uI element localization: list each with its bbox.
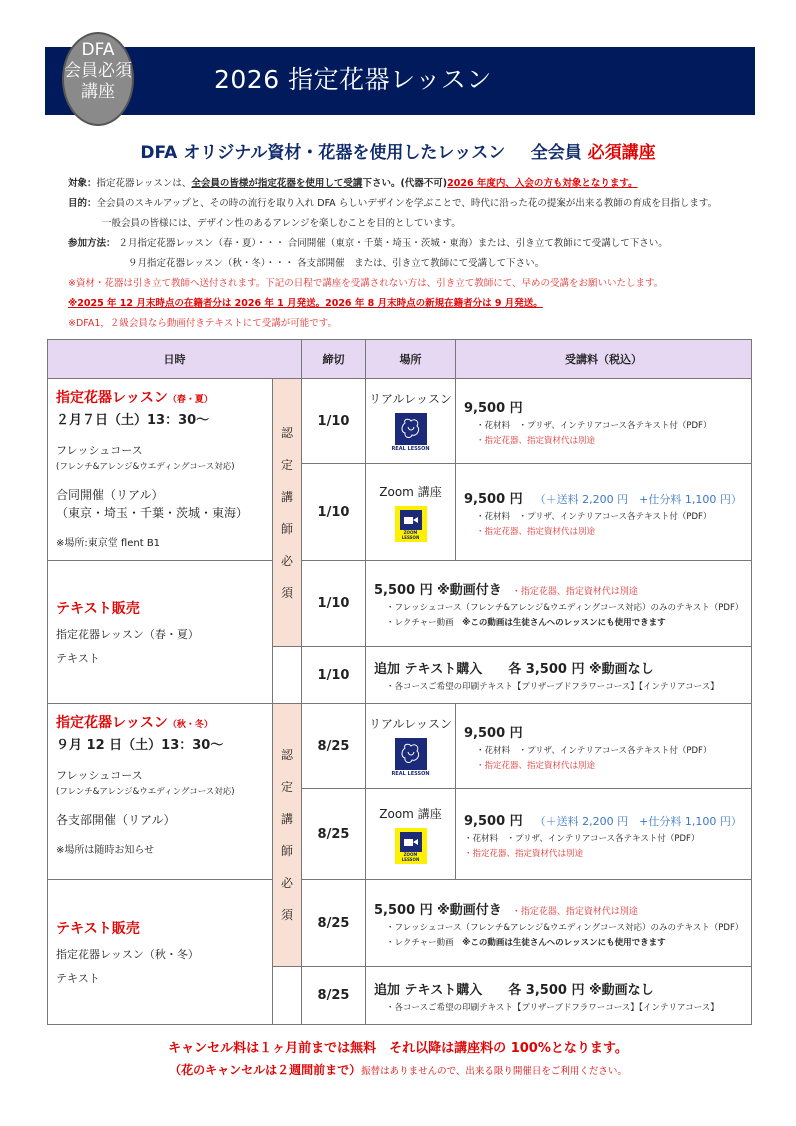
extra-fees: （＋送料 2,200 円 +仕分料 1,100 円） (534, 814, 742, 828)
text-sale-title: テキスト販売 (56, 921, 140, 937)
fee-cell (456, 704, 752, 789)
price: 9,500 円 （＋送料 2,200 円 +仕分料 1,100 円） (464, 491, 742, 507)
place-zoom (366, 789, 456, 880)
certified-teacher-required-badge: 認 定 講 師 必 須 (273, 379, 302, 647)
subtitle (0, 138, 796, 163)
badge-empty (273, 647, 302, 704)
session-venue: 合同開催（リアル） （東京・埼玉・千葉・茨城・東海） (56, 488, 249, 520)
purpose-line2: 一般会員の皆様には、デザイン性のあるアレンジを楽しむことを目的としています。 (102, 218, 461, 229)
place-label: リアルレッスン (368, 717, 453, 731)
deadline: 8/25 (302, 967, 366, 1025)
note-line-bold: ※2025 年 12 月末時点の在籍者分は 2026 年 1 月発送。2026 年 8 月末時点の新規在籍者分は 9 月発送。 (68, 298, 543, 309)
zoom-lesson-icon: ZOOM LESSON (395, 828, 427, 864)
icon-label: REAL LESSON (391, 446, 430, 452)
deadline: 1/10 (302, 561, 366, 647)
purpose-line (68, 194, 717, 214)
schedule-table (47, 339, 752, 1025)
subtitle-members: 全会員 (530, 143, 582, 163)
header-deadline: 締切 (302, 340, 366, 379)
price: 5,500 円 ※動画付き ・指定花器、指定資材代は別途 (374, 583, 638, 598)
deadline: 8/25 (302, 789, 366, 880)
table-row (48, 880, 752, 967)
method-label: 参加方法： (68, 238, 116, 249)
certified-teacher-required-badge: 認 定 講 師 必 須 (273, 704, 302, 967)
header-place: 場所 (366, 340, 456, 379)
cancellation-note (0, 1061, 796, 1078)
target-text2: 下さい。(代器不可) (362, 178, 448, 189)
flower-cancel-note: （花のキャンセルは２週間前まで） (169, 1063, 362, 1077)
subtitle-required: 必須講座 (587, 143, 656, 163)
fee-cell (456, 464, 752, 561)
fee-detail: ・フレッシュコース（フレンチ&アレンジ&ウエディングコース対応）のみのテキスト（PDF） (386, 603, 744, 613)
price: 9,500 円 （＋送料 2,200 円 +仕分料 1,100 円） (464, 813, 742, 829)
fee-detail: ・各コースご希望の印刷テキスト【プリザーブドフラワーコース】【インテリアコース】 (386, 1002, 719, 1013)
price: 追加 テキスト購入 各 3,500 円 ※動画なし (374, 982, 654, 998)
fee-cell (366, 647, 752, 704)
target-bold: 全会員の皆様が指定花器を使用して受講 (191, 178, 363, 189)
page-title: 2026 指定花器レッスン (214, 65, 492, 94)
header-fee: 受講料（税込） (456, 340, 752, 379)
fee-note: ・指定花器、指定資材代は別途 (476, 760, 596, 771)
text-sale-info (48, 880, 273, 1025)
purpose-label: 目的： (68, 198, 97, 209)
badge-line: 会員必須 (64, 61, 132, 81)
fee-detail: ・花材料 ・プリザ、インテリアコース各テキスト付（PDF） (476, 511, 712, 522)
price: 追加 テキスト購入 各 3,500 円 ※動画なし (374, 662, 654, 677)
note-line: ※資材・花器は引き立て教師へ送付されます。下記の日程で講座を受講されない方は、引き立て教師にて、早めの受講をお願いいたします。 (68, 278, 664, 289)
real-lesson-icon (395, 413, 427, 445)
place-label: Zoom 講座 (379, 806, 442, 821)
text-sale-line: テキスト (56, 972, 100, 985)
price: 9,500 円 (464, 725, 523, 741)
deadline: 8/25 (302, 880, 366, 967)
fee-note: ・指定花器、指定資材代は別途 (476, 526, 596, 537)
header-datetime: 日時 (48, 340, 302, 379)
fee-detail: ・フレッシュコース（フレンチ&アレンジ&ウエディングコース対応）のみのテキスト（PDF） (386, 922, 744, 933)
zoom-lesson-icon: ZOOM LESSON (395, 506, 427, 542)
intro-section (68, 174, 717, 334)
session-location-note: ※場所:東京堂 flent B1 (56, 538, 161, 549)
text-sale-line: 指定花器レッスン（秋・冬） (56, 948, 199, 961)
target-line (68, 174, 717, 194)
purpose-text: 全会員のスキルアップと、その時の流行を取り入れ DFA らしいデザインを学ぶことで、時代に沿った花の提案が出来る教師の育成を目指します。 (96, 198, 718, 209)
deadline: 1/10 (302, 379, 366, 464)
text-sale-info (48, 561, 273, 704)
session-title: 指定花器レッスン（秋・冬） (56, 715, 213, 731)
fee-detail: ・花材料 ・プリザ、インテリアコース各テキスト付（PDF） (476, 420, 712, 431)
subtitle-main: DFA オリジナル資材・花器を使用したレッスン (140, 143, 506, 163)
fee-cell (366, 561, 752, 647)
session-info (48, 379, 273, 561)
fee-detail: ・花材料 ・プリザ、インテリアコース各テキスト付（PDF） (476, 745, 712, 756)
member-required-badge (62, 32, 134, 126)
badge-empty (273, 967, 302, 1025)
target-text: 指定花器レッスンは、 (96, 178, 192, 189)
session-location-note: ※場所は随時お知らせ (56, 845, 155, 856)
session-datetime: ２月７日（土）13：30～ (56, 413, 210, 428)
place-zoom (366, 464, 456, 561)
fee-cell (456, 789, 752, 880)
table-header-row (48, 340, 752, 379)
table-row (48, 561, 752, 647)
session-info (48, 704, 273, 880)
fee-detail: ・各コースご希望の印刷テキスト【プリザーブドフラワーコース】【インテリアコース】 (386, 682, 719, 692)
text-sale-line: テキスト (56, 652, 100, 665)
deadline: 1/10 (302, 647, 366, 704)
session-title: 指定花器レッスン（春・夏） (56, 390, 213, 406)
price: 5,500 円 ※動画付き ・指定花器、指定資材代は別途 (374, 902, 638, 918)
fee-note: ・指定花器、指定資材代は別途 (476, 435, 596, 446)
session-course-sub: (フレンチ&アレンジ&ウエディングコース対応) (56, 462, 235, 472)
session-course: フレッシュコース (56, 444, 143, 457)
place-real (366, 704, 456, 789)
text-sale-line: 指定花器レッスン（春・夏） (56, 628, 199, 641)
fee-cell (456, 379, 752, 464)
method-line (68, 234, 717, 254)
session-course: フレッシュコース (56, 769, 143, 782)
no-transfer-note: 振替はありませんので、出来る限り開催日をご利用ください。 (361, 1066, 627, 1077)
icon-label: REAL LESSON (391, 771, 430, 777)
text-sale-title: テキスト販売 (56, 601, 140, 617)
extra-fees: （＋送料 2,200 円 +仕分料 1,100 円） (534, 492, 742, 506)
fee-cell (366, 880, 752, 967)
fee-cell (366, 967, 752, 1025)
fee-note: ・指定花器、指定資材代は別途 (464, 848, 584, 859)
place-label: Zoom 講座 (379, 484, 442, 499)
target-red: 2026 年度内、入会の方も対象となります。 (447, 178, 638, 189)
table-row (48, 704, 752, 789)
fee-detail: ・レクチャー動画 ※この動画は生徒さんへのレッスンにも使用できます (386, 618, 666, 628)
session-venue: 各支部開催（リアル） (56, 813, 176, 827)
place-label: リアルレッスン (368, 392, 453, 406)
session-datetime: ９月 12 日（土）13：30～ (56, 738, 224, 753)
target-label: 対象： (68, 178, 97, 189)
table-row (48, 379, 752, 464)
deadline: 8/25 (302, 704, 366, 789)
fee-detail: ・レクチャー動画 ※この動画は生徒さんへのレッスンにも使用できます (386, 937, 666, 948)
badge-line: DFA (81, 40, 115, 60)
method-line2: ９月指定花器レッスン（秋・冬）・・・ 各支部開催 または、引き立て教師にて受講して下さい。 (128, 258, 545, 269)
fee-detail: ・花材料 ・プリザ、インテリアコース各テキスト付（PDF） (464, 833, 700, 844)
cancellation-policy: キャンセル料は１ヶ月前までは無料 それ以降は講座料の 100%となります。 (168, 1041, 628, 1056)
place-real (366, 379, 456, 464)
note-line: ※DFA1，２級会員なら動画付きテキストにて受講が可能です。 (68, 318, 337, 329)
session-course-sub: (フレンチ&アレンジ&ウエディングコース対応) (56, 787, 235, 797)
real-lesson-icon (395, 738, 427, 770)
price: 9,500 円 (464, 400, 523, 416)
deadline: 1/10 (302, 464, 366, 561)
method-text1: ２月指定花器レッスン（春・夏）・・・ 合同開催（東京・千葉・埼玉・茨城・東海）または、引き立て教師にて受講して下さい。 (118, 238, 668, 249)
badge-line: 講座 (81, 82, 115, 102)
